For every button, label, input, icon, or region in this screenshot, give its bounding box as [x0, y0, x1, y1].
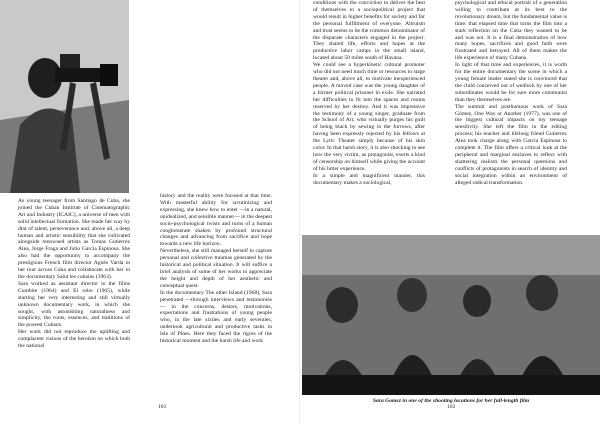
- camera-photo-illustration: [0, 0, 129, 193]
- paragraph: psychological and ethical portrait of a generation willing to contribute at its best to the revolutionary dream, but the fundamental value is time: that elapsed time that turns the film into a stark reflection on the Cuba they wanted to be and was not. It is a final demonstration of how many hopes, sacrifices and good faith were frustrated and betrayed. All of them makes the life experience of many Cubans.: [455, 0, 567, 62]
- paragraph: conditions with the conviction to deliver the best of themselves to a sociopolitical project that would result in higher benefits for society and for the personal fulfillment of everyone. Altruism and trust seems to be the common denominator of the disparate characters engaged in the project. They shared life, efforts and hopes at the productive labor camps in the small island, located about 50 miles south of Havana.: [313, 0, 425, 62]
- photo-young-woman-with-camera: [0, 0, 129, 193]
- paragraph: Nevertheless, she still managed herself to capture personal and collective traumas generated by the historical and political situation. It will suffice a brief analysis of some of her works to appreciate the height and depth of her aesthetic and conceptual quest.: [160, 248, 272, 289]
- paragraph: history and the reality were focused at that time. With masterful ability for scrutinizing and expressing, she knew how to enter —in a natural, unidealized, and sensible manner— in the deepest socio-psychological twists and turns of a human conglomerate shaken by profound structural changes and advancing from sacrifice and hope towards a new life horizon.: [160, 193, 272, 248]
- photo-caption: Sara Gomez in one of the shooting locations for her full-length film: [372, 398, 530, 404]
- page-number: 101: [158, 404, 167, 410]
- text-column-1: [18, 198, 130, 350]
- paragraph: As young teenager from Santiago de Cuba, she joined the Cuban Institute of Cinematographic Art and Industry (ICAIC), a universe of men with solid intellectual formation. She made her way by dint of talent, perseverance and, above all, a deep human and artistic sensibility that she cultivated alongside renowned artists as Tomas Gutierrez Alea, Jorge Fraga and Julio Garcia Espinosa. She also had the opportunity to accompany the prestigious French film director Agnès Varda in her tour across Cuba and collaborate with her in the documentary Salut les cubains (1963).: [18, 198, 130, 280]
- crowd-photo-illustration: [302, 235, 600, 395]
- text-column-4: [455, 0, 567, 186]
- paragraph: In a simple and magnificent manner, this documentary makes a sociological,: [313, 172, 425, 186]
- paragraph: In light of that time and experiences, it is worth for the entire documentary the scene in which a young female leader stated she is convinced that the child conceived out of wedlock by one of her subordinates would be for sure more communist than they themselves are.: [455, 62, 567, 103]
- paragraph: Her work did not reproduce the uplifting and complacent visions of the heroism on which both the national: [18, 329, 130, 350]
- paragraph: The summit and posthumous work of Sara Gómez, One Way or Another (1977), was one of the biggest cultural impacts on my teenage sensitivity. She left the film in the editing process; his teacher and lifelong friend Gutierrez Alea took charge along with García Espinosa to complete it. The film offers a critical look at the peripheral and marginal enclaves to reflect with shattering realism the personal questions and conflicts of protagonists in search of identity and social integration within an environment of alleged radical transformation.: [455, 103, 567, 186]
- paragraph: We could see a hyperkinetic cultural promoter who did not need much time or resources to stage theater and, above all, to motivate inexperienced people. A moved case was the young daughter of a former political prisoner in exile. She narrated her difficulties to fit into the spaces and rooms reserved by her destiny. And it was impressive the testimony of a young singer, graduate from the School of Art, who virtually purges his guilt of being black by sewing in the furrows, after having been expressly rejected by his fellows at the Lyric Theater simply because of his skin color. In that harsh story, it is also shocking to see how the very victim, as protagonist, exerts a kind of censorship on himself while giving the account of his bitter experience.: [313, 62, 425, 172]
- paragraph: Sara worked as assistant director in the films Cumbite (1964) and El robo (1965), while starting her very interesting and still virtually unknown documentary work, in which she sought, with astonishing naturalness and simplicity, the roots, essences, and traditions of the poorest Cubans.: [18, 280, 130, 329]
- photo-shooting-location: [302, 235, 600, 395]
- paragraph: In the documentary The other Island (1968), Sara penetrated —through interviews and testimonies— in the concerns, desires, motivations, expectations and frustrations of young people who, in the late sixties and early seventies, undertook agricultural and productive tasks in Isle of Pines. Here they faced the rigors of the historical moment and the harsh life and work: [160, 289, 272, 345]
- text-column-3: [313, 0, 425, 186]
- text-column-2: [160, 193, 272, 345]
- page-number: 102: [447, 404, 456, 410]
